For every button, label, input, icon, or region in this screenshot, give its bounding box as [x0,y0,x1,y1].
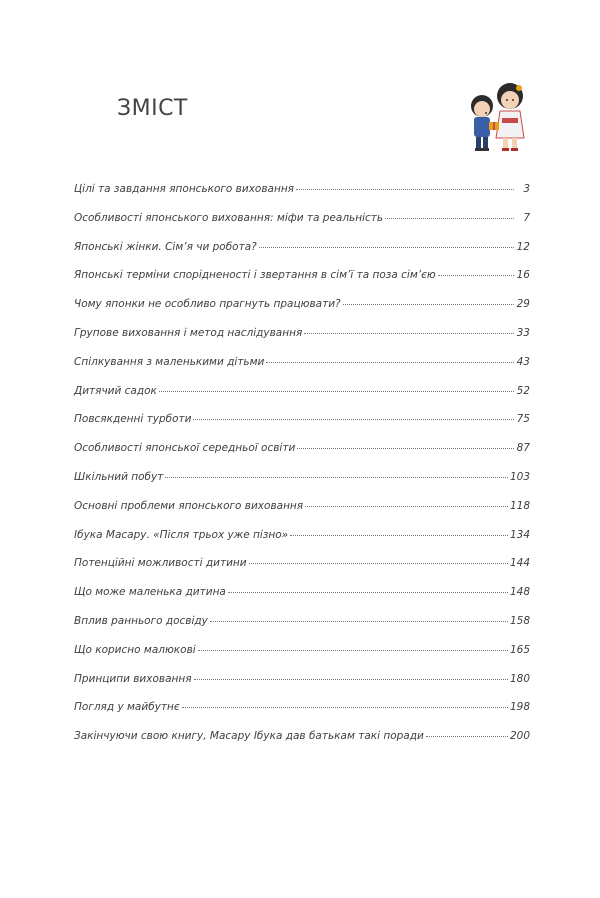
toc-entry [74,529,530,558]
toc-entry-title: Основні проблеми японського виховання [74,499,304,512]
toc-leader-dots [194,679,508,680]
toc-leader-dots [165,477,508,478]
toc-entry [74,500,530,529]
toc-entry-page: 134 [509,528,530,541]
toc-entry [74,471,530,500]
toc-entry-title: Японські жінки. Сім’я чи робота? [74,240,257,253]
toc-entry-title: Японські терміни спорідненості і звертання в сім’ї та поза сім’єю [74,269,436,282]
toc-leader-dots [249,563,508,564]
toc-entry-page: 118 [509,499,530,512]
toc-entry [74,356,530,385]
toc-leader-dots [182,707,508,708]
toc-entry-title: Особливості японського виховання: міфи та реальність [74,211,384,224]
toc-entry-title: Особливості японської середньої освіти [74,442,296,455]
toc-leader-dots [198,650,508,651]
toc-entry-page: 148 [509,586,530,599]
toc-entry [74,183,530,212]
toc-entry [74,385,530,414]
toc-leader-dots [343,304,514,305]
toc-leader-dots [290,535,508,536]
toc-leader-dots [438,275,514,276]
toc-entry-page: 165 [509,643,530,656]
toc-entry-title: Вплив раннього досвіду [74,614,208,627]
page-title: ЗМІСТ [117,96,188,121]
children-illustration [462,78,532,156]
toc-leader-dots [305,506,508,507]
toc-entry [74,615,530,644]
toc-entry-page: 43 [516,355,530,368]
toc-entry-title: Ібука Масару. «Після трьох уже пізно» [74,528,289,541]
toc-entry-page: 198 [509,701,530,714]
toc-entry-page: 75 [516,413,530,426]
toc-entry-page: 33 [516,326,530,339]
toc-leader-dots [210,621,508,622]
toc-entry-title: Повсякденні турботи [74,413,192,426]
toc-entry-title: Чому японки не особливо прагнуть працювати? [74,298,341,311]
toc-entry [74,701,530,730]
toc-leader-dots [426,736,508,737]
toc-entry-page: 200 [509,730,530,743]
toc-entry-page: 52 [516,384,530,397]
toc-entry [74,298,530,327]
toc-entry-page: 180 [509,672,530,685]
toc-entry-title: Шкільний побут [74,470,164,483]
toc-entry [74,557,530,586]
toc-entry [74,269,530,298]
toc-entry [74,212,530,241]
toc-entry-title: Спілкування з маленькими дітьми [74,355,265,368]
toc-entry [74,327,530,356]
toc-entry-title: Принципи виховання [74,672,192,685]
toc-entry-title: Закінчуючи свою книгу, Масару Ібука дав батькам такі поради [74,730,424,743]
toc-entry-title: Групове виховання і метод наслідування [74,326,303,339]
toc-entry-page: 12 [516,240,530,253]
toc-entry [74,442,530,471]
toc-entry-title: Дитячий садок [74,384,157,397]
toc-entry [74,586,530,615]
toc-entry-page: 29 [516,298,530,311]
toc-entry [74,673,530,702]
toc-leader-dots [259,247,514,248]
toc-entry-page: 103 [509,470,530,483]
toc-entry-title: Що корисно малюкові [74,643,196,656]
toc-entry-title: Цілі та завдання японського виховання [74,183,295,195]
toc-leader-dots [297,448,514,449]
toc-entry [74,730,530,759]
toc-entry-page: 16 [516,269,530,282]
toc-entry-title: Потенційні можливості дитини [74,557,247,570]
toc-leader-dots [228,592,508,593]
table-of-contents [74,183,530,759]
toc-leader-dots [193,419,514,420]
toc-entry-page: 7 [523,211,530,224]
toc-leader-dots [266,362,514,363]
toc-leader-dots [304,333,514,334]
toc-entry-page: 144 [509,557,530,570]
toc-entry-page: 87 [516,442,530,455]
toc-entry [74,644,530,673]
toc-leader-dots [159,391,514,392]
toc-entry-title: Погляд у майбутнє [74,701,180,714]
toc-leader-dots [296,189,514,190]
toc-entry [74,241,530,270]
toc-entry-page: 158 [509,614,530,627]
toc-entry-page: 3 [523,183,530,195]
toc-leader-dots [385,218,514,219]
toc-entry-title: Що може маленька дитина [74,586,226,599]
toc-entry [74,413,530,442]
